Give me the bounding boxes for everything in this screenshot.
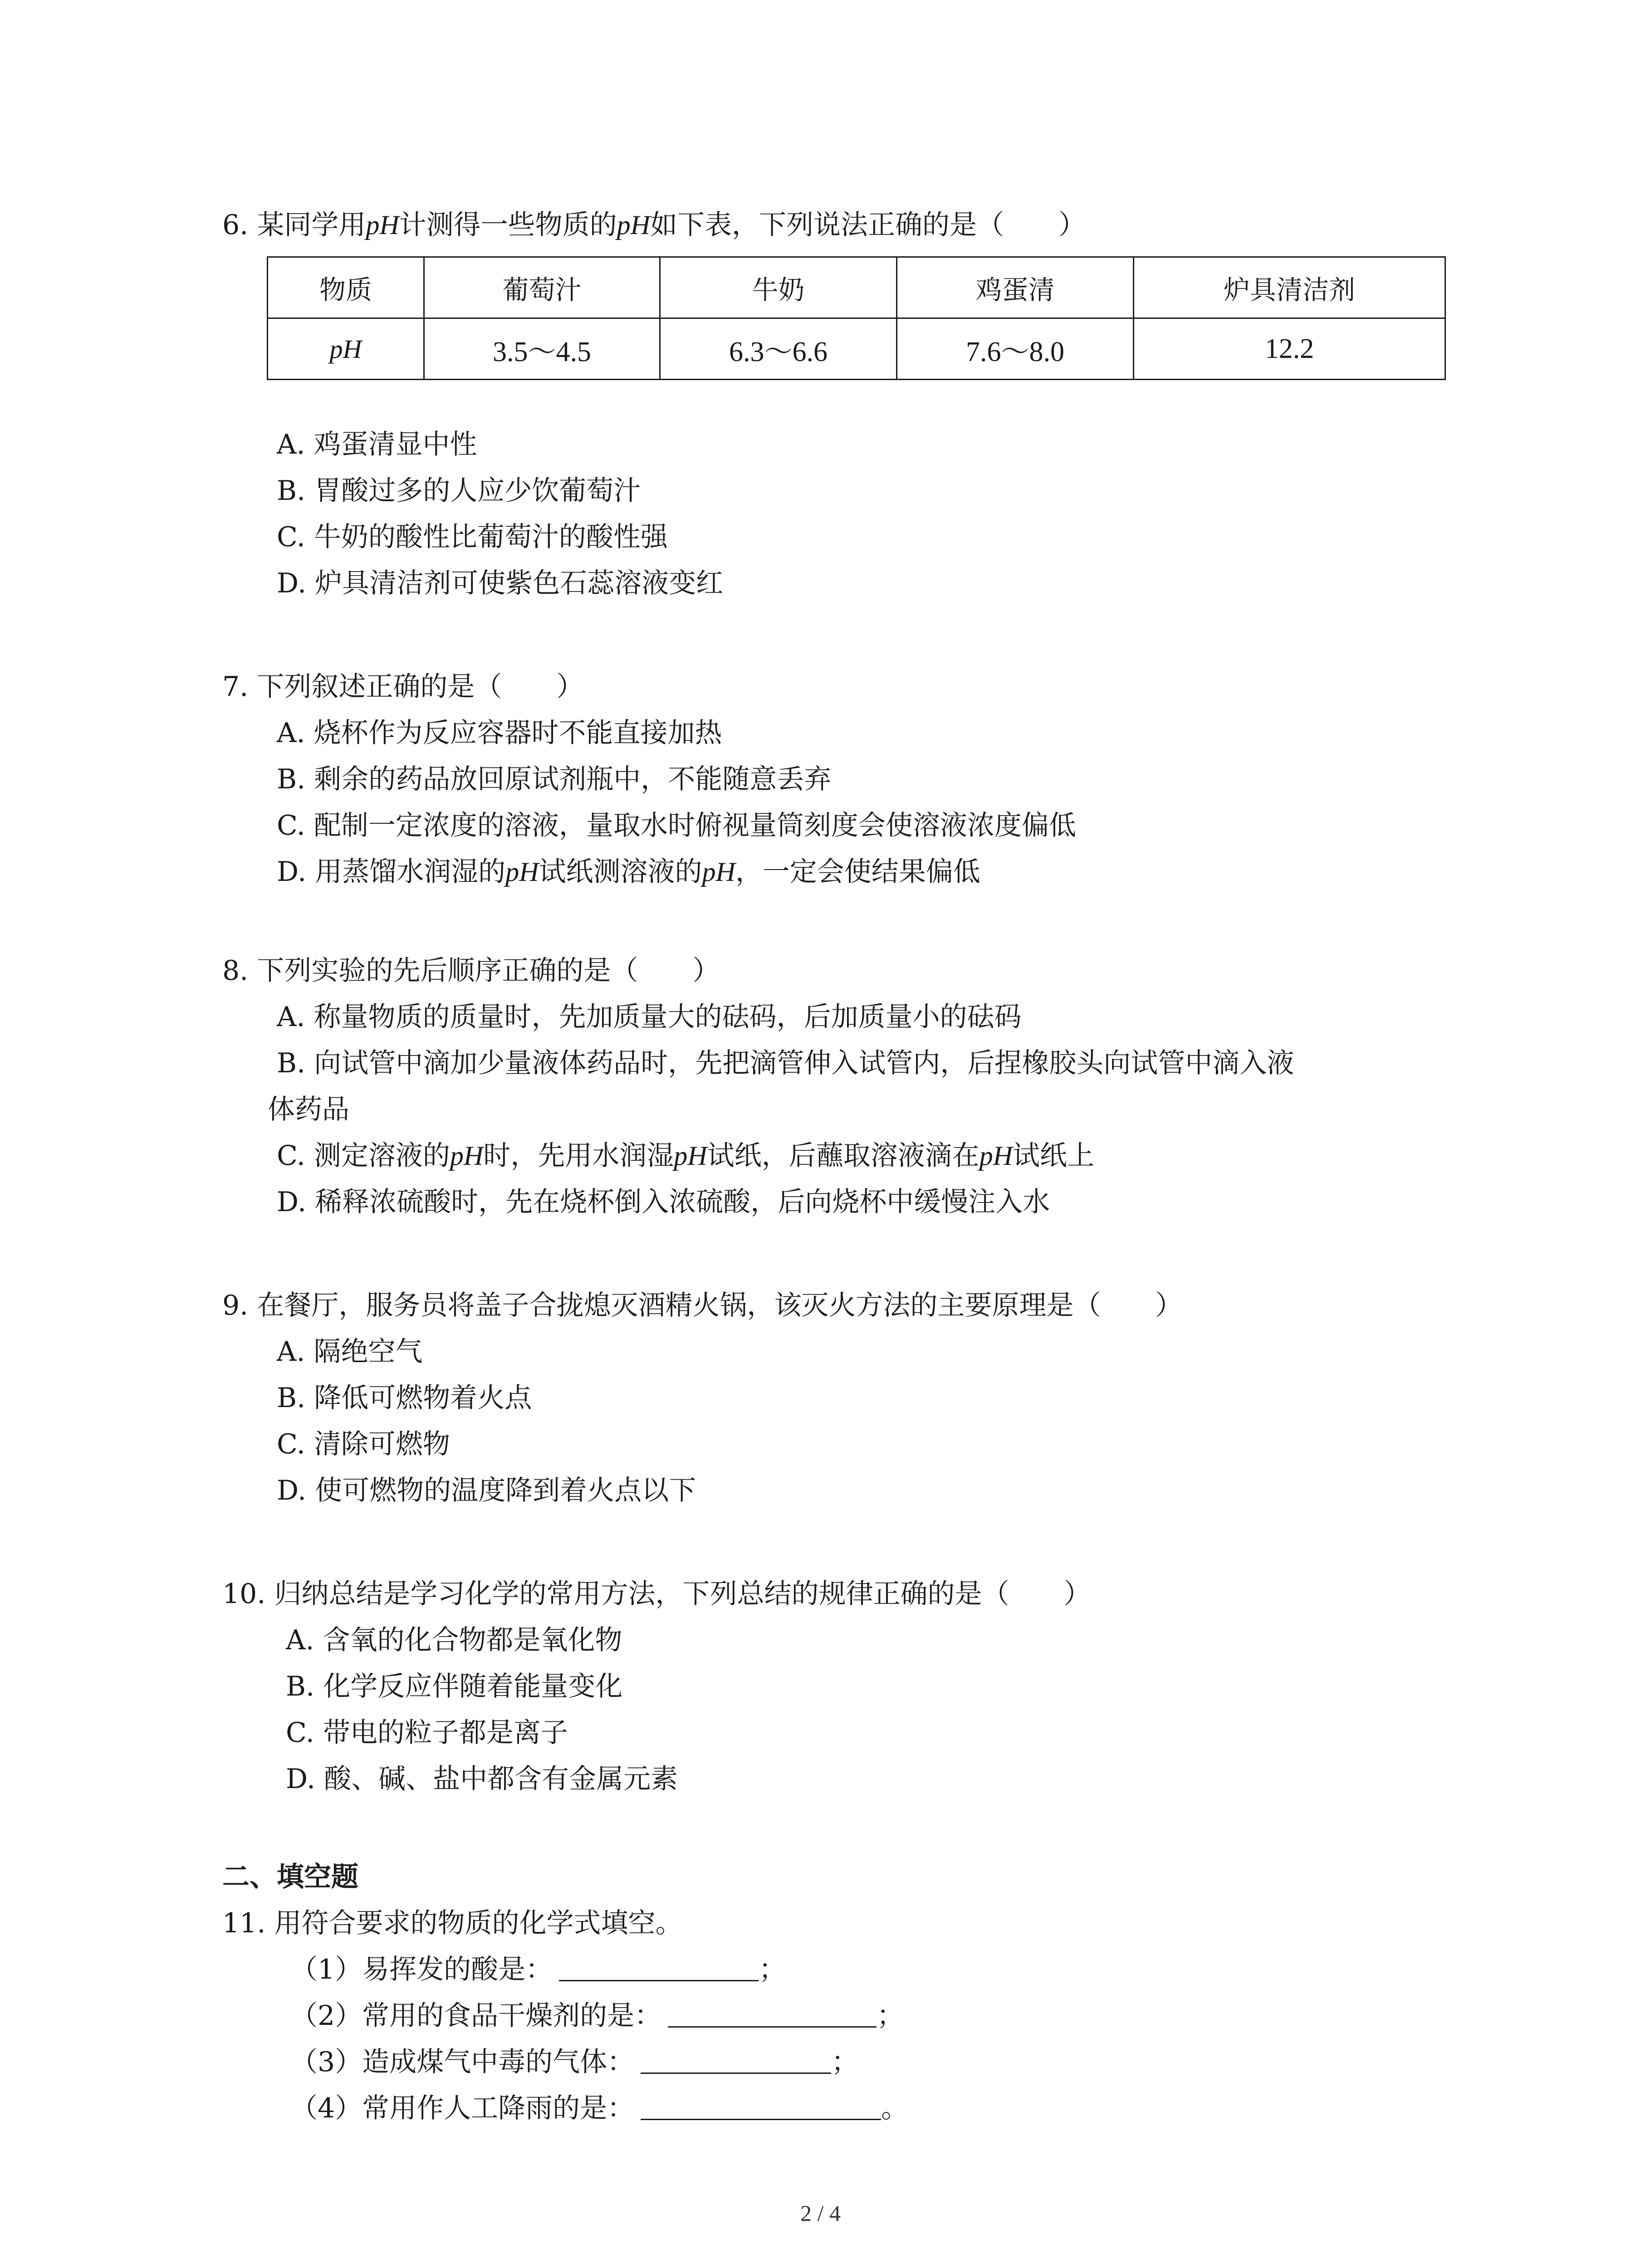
table-row	[268, 318, 1445, 380]
question-6-stem: 6. 某同学用pH计测得一些物质的pH如下表，下列说法正确的是（ ）	[222, 209, 1086, 241]
option-a[interactable]: A. 含氧的化合物都是氧化物	[286, 1624, 622, 1656]
option-d[interactable]: D. 用蒸馏水润湿的pH试纸测溶液的pH，一定会使结果偏低	[277, 856, 980, 888]
option-a[interactable]: A. 隔绝空气	[277, 1336, 423, 1368]
question-number: 9.	[222, 1290, 249, 1321]
table-header-cell: 牛奶	[660, 257, 897, 318]
option-b[interactable]: B. 化学反应伴随着能量变化	[286, 1671, 623, 1702]
option-d[interactable]: D. 使可燃物的温度降到着火点以下	[277, 1475, 696, 1506]
question-10-stem: 10. 归纳总结是学习化学的常用方法，下列总结的规律正确的是（ ）	[222, 1578, 1091, 1610]
answer-blank[interactable]	[668, 1998, 877, 2028]
ph-table	[267, 256, 1446, 380]
answer-blank[interactable]	[559, 1952, 759, 1981]
table-header-cell: 葡萄汁	[424, 257, 660, 318]
question-number: 10.	[222, 1578, 266, 1610]
answer-blank[interactable]	[641, 2044, 831, 2074]
option-b[interactable]: B. 剩余的药品放回原试剂瓶中，不能随意丢弃	[277, 763, 832, 795]
question-8-stem: 8. 下列实验的先后顺序正确的是（ ）	[222, 955, 720, 987]
option-c[interactable]: C. 带电的粒子都是离子	[286, 1717, 568, 1749]
table-row-label: pH	[268, 318, 424, 380]
option-c[interactable]: C. 清除可燃物	[277, 1428, 450, 1460]
option-c[interactable]: C. 配制一定浓度的溶液，量取水时俯视量筒刻度会使溶液浓度偏低	[277, 810, 1076, 841]
table-cell: 3.5～4.5	[424, 318, 660, 380]
table-header-cell: 炉具清洁剂	[1134, 257, 1445, 318]
fill-item-3: （3）造成煤气中毒的气体： ；	[290, 2044, 858, 2080]
page-number: 2 / 4	[800, 2200, 841, 2226]
question-number: 6.	[222, 209, 249, 241]
question-number: 7.	[222, 671, 249, 703]
fill-item-4: （4）常用作人工降雨的是： 。	[290, 2090, 908, 2126]
table-cell: 12.2	[1134, 318, 1445, 380]
table-header-cell: 鸡蛋清	[897, 257, 1134, 318]
question-9-stem: 9. 在餐厅，服务员将盖子合拢熄灭酒精火锅，该灭火方法的主要原理是（ ）	[222, 1290, 1183, 1321]
question-11-stem: 11. 用符合要求的物质的化学式填空。	[222, 1907, 683, 1939]
option-b[interactable]: B. 胃酸过多的人应少饮葡萄汁	[277, 475, 641, 507]
section-heading: 二、填空题	[222, 1861, 358, 1893]
option-c[interactable]: C. 测定溶液的pH时，先用水润湿pH试纸，后蘸取溶液滴在pH试纸上	[277, 1140, 1094, 1172]
option-d[interactable]: D. 稀释浓硫酸时，先在烧杯倒入浓硫酸，后向烧杯中缓慢注入水	[277, 1186, 1050, 1218]
option-c[interactable]: C. 牛奶的酸性比葡萄汁的酸性强	[277, 521, 668, 553]
fill-item-2: （2）常用的食品干燥剂的是： ；	[290, 1998, 904, 2034]
option-a[interactable]: A. 鸡蛋清显中性	[277, 429, 477, 460]
option-a[interactable]: A. 烧杯作为反应容器时不能直接加热	[277, 717, 722, 749]
option-d[interactable]: D. 酸、碱、盐中都含有金属元素	[286, 1763, 678, 1795]
option-b[interactable]: B. 降低可燃物着火点	[277, 1382, 532, 1414]
question-number: 11.	[222, 1907, 266, 1939]
question-number: 8.	[222, 955, 249, 987]
option-a[interactable]: A. 称量物质的质量时，先加质量大的砝码，后加质量小的砝码	[277, 1001, 1022, 1033]
answer-blank[interactable]	[641, 2091, 881, 2120]
option-b-continuation: 体药品	[268, 1094, 349, 1125]
fill-item-1: （1）易挥发的酸是： ；	[290, 1951, 786, 1988]
table-cell: 7.6～8.0	[897, 318, 1134, 380]
table-header-cell: 物质	[268, 257, 424, 318]
option-b[interactable]: B. 向试管中滴加少量液体药品时，先把滴管伸入试管内，后捏橡胶头向试管中滴入液	[277, 1047, 1294, 1079]
question-7-stem: 7. 下列叙述正确的是（ ）	[222, 671, 584, 703]
table-cell: 6.3～6.6	[660, 318, 897, 380]
table-header-row	[268, 257, 1445, 318]
option-d[interactable]: D. 炉具清洁剂可使紫色石蕊溶液变红	[277, 567, 724, 599]
